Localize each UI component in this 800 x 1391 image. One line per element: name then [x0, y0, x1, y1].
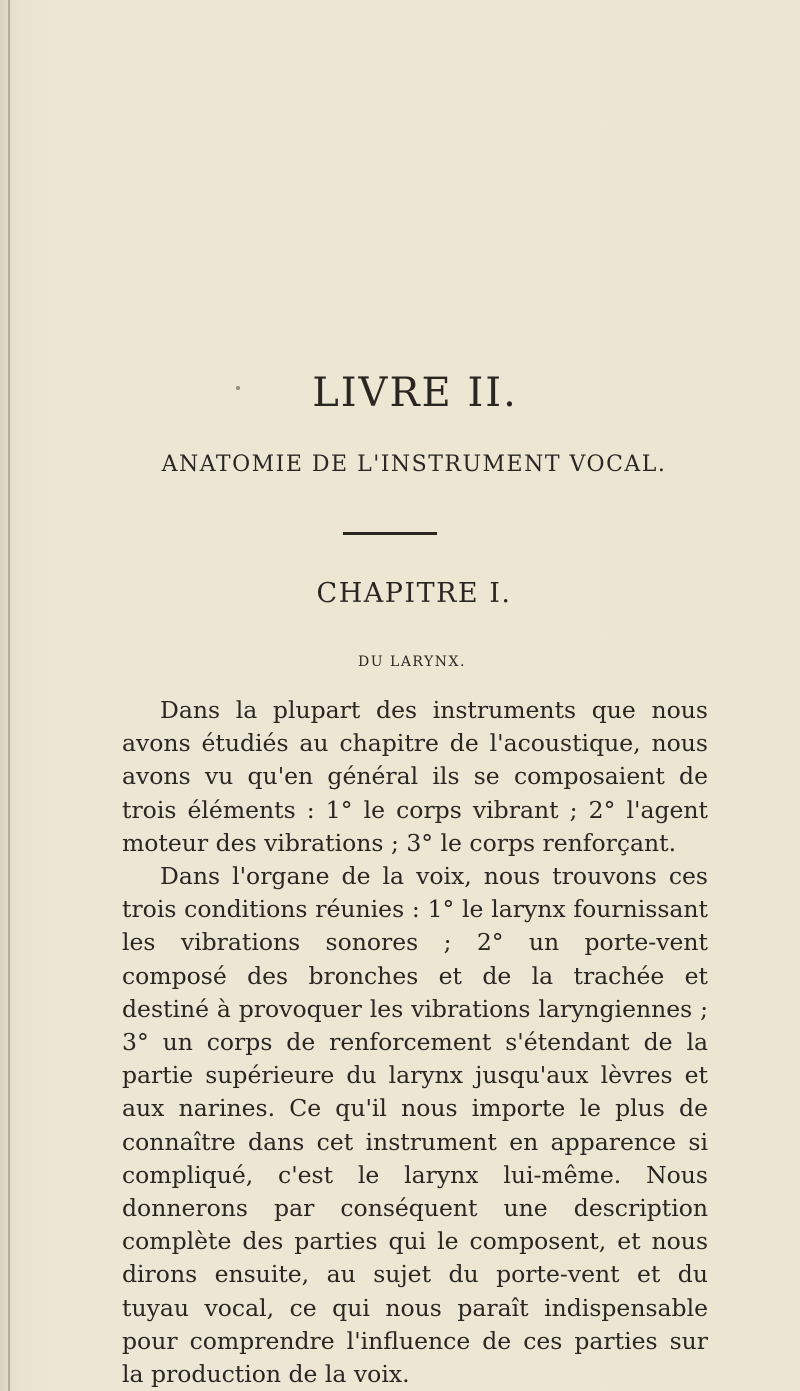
book-title: LIVRE II. — [312, 370, 518, 416]
paragraph-2: Dans l'organe de la voix, nous trouvons ces trois conditions réunies : 1° le larynx fournissant les vibrations sonores ; 2° un porte-vent composé des bronches et de la trachée et destiné à provoquer les vibrations laryngiennes ; 3° un corps de renforcement s'étendant de la partie supérieure du larynx jusqu'aux lèvres et aux narines. Ce qu'il nous importe le plus de connaître dans cet instrument en apparence si compliqué, c'est le larynx lui-même. Nous donnerons par conséquent une description complète des parties qui le composent, et nous dirons ensuite, au sujet du porte-vent et du tuyau vocal, ce qui nous paraît indispensable pour comprendre l'influence de ces parties sur la production de la voix. — [122, 862, 708, 1389]
chapter-title: CHAPITRE I. — [316, 578, 512, 609]
separator-rule — [343, 532, 437, 535]
book-subtitle: ANATOMIE DE L'INSTRUMENT VOCAL. — [161, 452, 667, 477]
paragraph-1: Dans la plupart des instruments que nous avons étudiés au chapitre de l'acoustique, nous avons vu qu'en général ils se composaient de trois éléments : 1° le corps vibrant ; 2° l'agent moteur des vibrations ; 3° le corps renforçant. — [122, 696, 708, 857]
body-text — [122, 694, 708, 1391]
section-title: DU LARYNX. — [358, 654, 466, 670]
page-spine-edge — [8, 0, 10, 1391]
